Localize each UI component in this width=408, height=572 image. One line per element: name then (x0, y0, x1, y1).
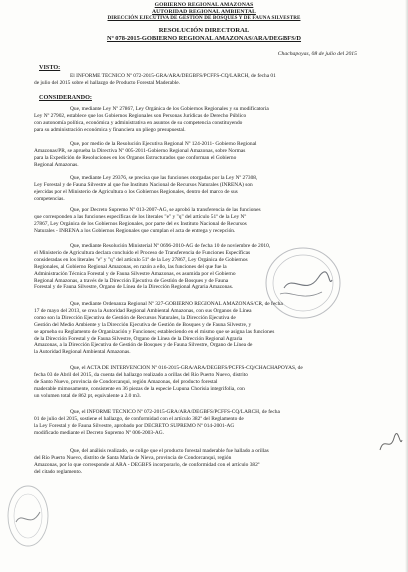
paragraph-line: Regional Amazonas. (34, 161, 79, 168)
paragraph-line: Que, el ACTA DE INTERVENCIÓN Nº 016-2015-GRA/ARA/DEGBFS/PCFFS-CQ/CHACHAPOYAS, de (70, 365, 303, 371)
paragraph-line: Regionales, al Gobierno Regional Amazonas, en razón a ello, las funciones del que fue la (34, 263, 227, 270)
considerando-paragraph-7 (34, 365, 375, 400)
paragraph-line: competencias. (34, 195, 65, 202)
considerando-paragraph-3 (34, 175, 375, 203)
paragraph-line: un volumen total de 862 pt, equivalente a 2.0 m3. (34, 392, 141, 399)
title-line-2: Nº 078-2015-GOBIERNO REGIONAL AMAZONAS/ARA/DEGBFS/D (106, 35, 302, 43)
paragraph-line: Gestión del Medio Ambiente y la Dirección Ejecutiva de Gestión de Bosques y de Fauna Silvestre, y (34, 321, 252, 328)
paragraph-line: Que, mediante Ley 29376, se precisa que las funciones otorgadas por la Ley Nº 27308, (70, 175, 258, 181)
paragraph-line: como son la Dirección Ejecutiva de Gestión de Recursos Naturales, la Dirección Ejecutiva de (34, 314, 236, 321)
visto-paragraph (34, 73, 375, 87)
considerando-paragraph-4 (34, 207, 375, 235)
paragraph-line: que corresponden a las funciones específicas de los literales "e" y "q" del artículo 51º de la Ley Nº (34, 213, 247, 220)
paragraph-line: se aprueba su Reglamento de Organización y Funciones; estableciendo en el mismo que se asigna las funciones (34, 328, 275, 335)
paragraph-line: Ley Forestal y de Fauna Silvestre al que fue Instituto Nacional de Recursos Naturales (INRENA) son (34, 181, 253, 188)
considerando-paragraph-8 (34, 409, 375, 437)
paragraph-line: ejercidas por el Ministerio de Agricultura o los Gobiernos Regionales, dentro del marco de sus (34, 188, 238, 195)
paragraph-line: Que, mediante Resolución Ministerial Nº 0696-2010-AG de fecha 10 de noviembre de 2010, (70, 243, 271, 249)
considerando-heading: CONSIDERANDO: (39, 94, 92, 101)
paragraph-line: Amazonas/PR, se aprueba la Directiva Nº 005-2011-Gobierno Regional Amazonas, sobre Normas (34, 147, 246, 154)
paragraph-line: 17 de mayo del 2013, se crea la Autoridad Regional Ambiental Amazonas, con sus Órganos de Línea (34, 307, 252, 314)
header-line-2: AUTORIDAD REGIONAL AMBIENTAL (152, 8, 256, 15)
paragraph-line: Amazonas, a la Dirección Ejecutiva de Gestión de Bosques y de Fauna Silvestre, Órgano de Línea de (34, 342, 253, 349)
considerando-paragraph-5 (34, 243, 375, 291)
margin-initials-mark (376, 430, 404, 458)
title-line-1: RESOLUCIÓN DIRECTORAL (158, 27, 250, 34)
paragraph-line: consideradas en los literales "e" y "q" del artículo 51º de la Ley 27867, Ley Orgánica de Gobiernos (34, 256, 248, 263)
paragraph-line: modificado mediante el Decreto Supremo Nº 006-2003-AG. (34, 429, 164, 436)
header-line-3: DIRECCIÓN EJECUTIVA DE GESTIÓN DE BOSQUES Y DE FAUNA SILVESTRE (107, 15, 301, 22)
paragraph-line: Amazonas, por lo que corresponde al ARA - DEGBFS incorporarlo, de conformidad con el artículo 382º (34, 461, 260, 468)
paragraph-line: para su administración económica y financiera un pliego presupuestal. (34, 126, 186, 133)
paragraph-line: la Autoridad Regional Ambiental Amazonas. (34, 349, 131, 356)
paragraph-line: Administración Técnica Forestal y de Fauna Silvestre Amazonas, es asumida por el Gobierno (34, 270, 236, 277)
paragraph-line: maderable mimosamente, consistente en 36 piezas de la especie Lupuna Chorisia integrifolia, con (34, 385, 245, 392)
paragraph-line: del Río Puerto Nuevo, distrito de Santa María de Nieva, provincia de Condorcanqui, región (34, 454, 232, 461)
paragraph-line: 27867, Ley Orgánica de los Gobiernos Regionales, por parte del ex Instituto Nacional de Recursos (34, 220, 247, 227)
paragraph-line: de la Dirección Forestal y de Fauna Silvestre, Órgano de Línea de la Dirección Regional Agraria (34, 335, 243, 342)
visto-line: El INFORME TÉCNICO Nº 072-2015-GRA/ARA/DEGBFS/PCFFS-CQ/LARCH, de fecha 01 (70, 73, 276, 79)
paragraph-line: Ley Nº 27902, establece que los Gobiernos Regionales son Personas Jurídicas de Derecho Público (34, 112, 247, 119)
paragraph-line: del citado reglamento. (34, 468, 83, 475)
paragraph-line: para la Expedición de Resoluciones en los Órganos Estructurados que conforman el Gobierno (34, 154, 237, 161)
considerando-paragraph-9 (34, 448, 375, 476)
visto-line: de julio del 2015 sobre el hallazgo de Producto Forestal Maderable. (34, 79, 180, 86)
paragraph-line: la Ley Forestal y de Fauna Silvestre, aprobado por DECRETO SUPREMO Nº 014-2001-AG (34, 422, 235, 429)
paragraph-line: el Ministerio de Agricultura declara concluido el Proceso de Transferencia de Funciones Específicas (34, 249, 251, 256)
considerando-paragraph-2 (34, 141, 375, 169)
document-date: Chachapoyas, 08 de julio del 2015 (277, 51, 357, 57)
header-line-1: GOBIERNO REGIONAL AMAZONAS (154, 2, 254, 8)
paragraph-line: Que, por Decreto Supremo Nº 013-2007-AG, se aprobó la transferencia de las funciones (70, 207, 261, 213)
paragraph-line: con autonomía política, económica y administrativa en asuntos de su competencia constituyendo (34, 119, 243, 126)
paragraph-line: Que, por medio de la Resolución Ejecutiva Regional Nº 124-2011- Gobierno Regional (70, 141, 257, 147)
document-header (0, 2, 408, 22)
paragraph-line: 01 de julio del 2015, sostiene el hallazgo, de conformidad con el artículo 382º del Reglamento de (34, 415, 244, 422)
document-title (0, 27, 408, 44)
paragraph-line: Que, del análisis realizado, se colige que el producto forestal maderable fue hallado a orillas (70, 448, 269, 454)
paragraph-line: Que, el INFORME TÉCNICO Nº 072-2015-GRA/ARA/DEGBFS/PCFFS-CQ/LARCH, de fecha (70, 409, 280, 415)
paragraph-line: Forestal y de Fauna Silvestre, Órgano de Línea de la Dirección Regional Agraria Amazonas. (34, 284, 234, 291)
paragraph-line: Naturales - INRENA a los Gobiernos Regionales que cumplan el acta de entrega y recepción. (34, 227, 236, 234)
paragraph-line: de Santo Nuevo, provincia de Condorcanqui, región Amazonas, del producto forestal (34, 378, 218, 385)
paragraph-line: Que, mediante Ordenanza Regional Nº 327-GOBIERNO REGIONAL AMAZONAS/CR, de fecha (70, 301, 283, 307)
paragraph-line: fecha 03 de Abril del 2015, da cuenta del hallazgo realizado a orillas del Río Puerto Nuevo, distrito (34, 371, 248, 378)
paragraph-line: Regional Amazonas, a través de la Dirección Ejecutiva de Gestión de Bosques y de Fauna (34, 277, 229, 284)
considerando-paragraph-6 (34, 301, 375, 356)
considerando-paragraph-1 (34, 106, 375, 134)
paragraph-line: Que, mediante Ley Nº 27867, Ley Orgánica de los Gobiernos Regionales y su modificatoria (70, 106, 269, 112)
margin-stamp (4, 482, 52, 550)
visto-heading: VISTO: (39, 64, 61, 71)
